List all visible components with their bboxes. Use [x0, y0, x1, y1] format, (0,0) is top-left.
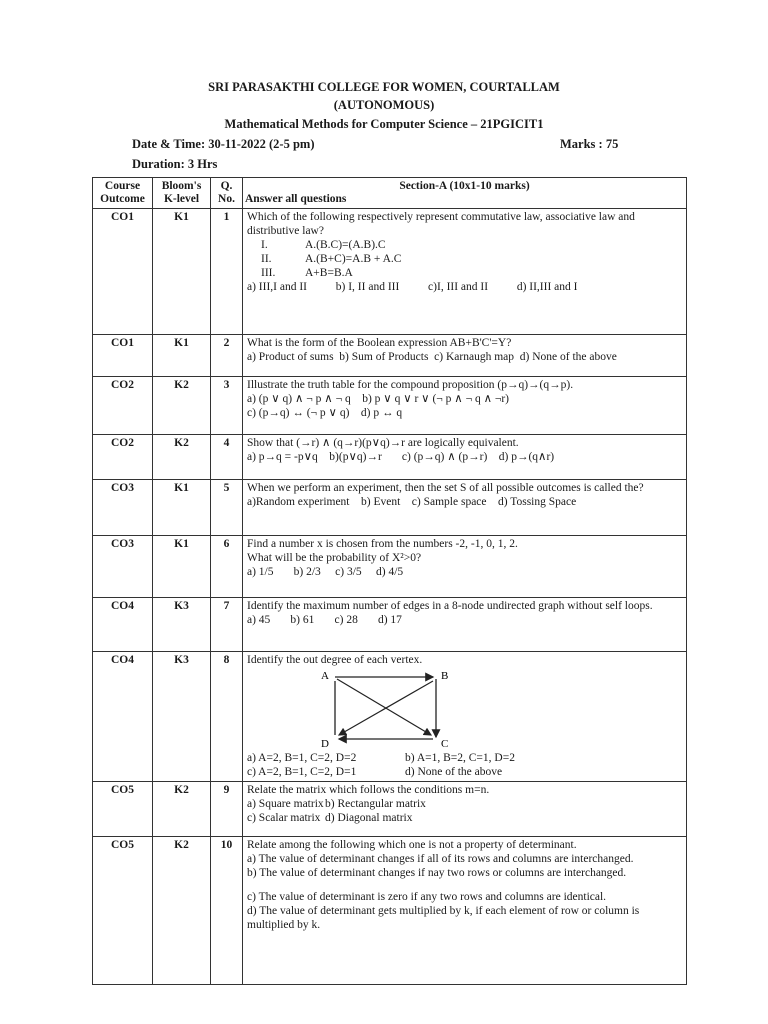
- question-row: [93, 782, 687, 837]
- vertex-label-a: A: [321, 670, 329, 682]
- vertex-label-b: B: [441, 670, 449, 682]
- question-number: 8: [211, 652, 243, 782]
- question-table: [92, 177, 687, 985]
- question-text: Relate the matrix which follows the conditions m=n.: [247, 784, 490, 796]
- k-level: K1: [153, 536, 211, 598]
- question-body: [243, 837, 687, 985]
- directed-graph: [317, 669, 457, 749]
- vertex-label-d: D: [321, 738, 329, 749]
- question-number: 4: [211, 435, 243, 480]
- answer-options: a)Random experiment b) Event c) Sample space d) Tossing Space: [247, 496, 577, 508]
- vertex-label-c: C: [441, 738, 449, 749]
- course-outcome: CO5: [93, 837, 153, 985]
- question-body: [243, 598, 687, 652]
- question-text: When we perform an experiment, then the set S of all possible outcomes is called the?: [247, 482, 644, 494]
- question-row: [93, 837, 687, 985]
- question-body: [243, 209, 687, 335]
- option: d) Diagonal matrix: [325, 812, 413, 824]
- question-row: [93, 209, 687, 335]
- answer-options: a) p→q = -p∨q b)(p∨q)→r c) (p→q) ∧ (p→r) d) p→(q∧r): [247, 451, 555, 463]
- question-text: Which of the following respectively represent commutative law, associative law and distributive law?: [247, 211, 635, 237]
- question-text: Relate among the following which one is not a property of determinant.: [247, 839, 577, 851]
- course-outcome: CO2: [93, 377, 153, 435]
- k-level: K3: [153, 652, 211, 782]
- college-name: SRI PARASAKTHI COLLEGE FOR WOMEN, COURTALLAM: [208, 80, 560, 94]
- answer-options: [247, 797, 682, 825]
- k-level: K1: [153, 480, 211, 536]
- course-outcome: CO4: [93, 652, 153, 782]
- edge-a-c: [337, 679, 431, 735]
- k-level: K2: [153, 377, 211, 435]
- question-text: Show that (→r) ∧ (q→r)(p∨q)→r are logically equivalent.: [247, 437, 519, 449]
- answer-options: a) III,I and II b) I, II and III c)I, III and II d) II,III and I: [247, 281, 578, 293]
- option: b) Rectangular matrix: [325, 798, 426, 810]
- k-level: K2: [153, 782, 211, 837]
- k-level: K2: [153, 837, 211, 985]
- course-title: Mathematical Methods for Computer Science – 21PGICIT1: [224, 117, 544, 131]
- option: d) The value of determinant gets multiplied by k, if each element of row or column is multiplied by k.: [247, 905, 640, 931]
- question-row: [93, 335, 687, 377]
- question-body: [243, 435, 687, 480]
- k-level: K1: [153, 209, 211, 335]
- course-outcome: CO2: [93, 435, 153, 480]
- option: b) The value of determinant changes if nay two rows or columns are interchanged.: [247, 867, 627, 879]
- question-number: 1: [211, 209, 243, 335]
- k-level: K1: [153, 335, 211, 377]
- col-blooms-level: Bloom's K-level: [153, 178, 211, 209]
- statement-list: [261, 238, 682, 280]
- course-outcome: CO4: [93, 598, 153, 652]
- option: d) None of the above: [405, 766, 503, 778]
- col-course-outcome: Course Outcome: [93, 178, 153, 209]
- question-text: Illustrate the truth table for the compound proposition (p→q)→(q→p).: [247, 379, 574, 391]
- question-row: [93, 652, 687, 782]
- total-marks: Marks : 75: [560, 137, 619, 151]
- statement: III. A+B=B.A: [261, 267, 353, 279]
- answer-options: a) 45 b) 61 c) 28 d) 17: [247, 614, 402, 626]
- question-row: [93, 435, 687, 480]
- course-outcome: CO3: [93, 480, 153, 536]
- statement: I. A.(B.C)=(A.B).C: [261, 239, 386, 251]
- question-text: Identify the out degree of each vertex.: [247, 654, 423, 666]
- date-time: Date & Time: 30-11-2022 (2-5 pm): [132, 137, 315, 151]
- col-question-no: Q. No.: [211, 178, 243, 209]
- question-body: [243, 782, 687, 837]
- k-level: K3: [153, 598, 211, 652]
- duration: Duration: 3 Hrs: [132, 157, 218, 171]
- question-body: [243, 480, 687, 536]
- question-body: [243, 377, 687, 435]
- answer-options: a) Product of sums b) Sum of Products c) Karnaugh map d) None of the above: [247, 351, 617, 363]
- autonomous-label: (AUTONOMOUS): [333, 98, 435, 112]
- question-row: [93, 598, 687, 652]
- answer-options: a) 1/5 b) 2/3 c) 3/5 d) 4/5: [247, 566, 404, 578]
- question-number: 10: [211, 837, 243, 985]
- question-number: 6: [211, 536, 243, 598]
- question-body: [243, 536, 687, 598]
- question-number: 2: [211, 335, 243, 377]
- question-text: Find a number x is chosen from the numbers -2, -1, 0, 1, 2. What will be the probability of X²>0?: [247, 538, 518, 564]
- course-outcome: CO1: [93, 335, 153, 377]
- k-level: K2: [153, 435, 211, 480]
- course-outcome: CO5: [93, 782, 153, 837]
- option: c) The value of determinant is zero if any two rows and columns are identical.: [247, 891, 607, 903]
- course-outcome: CO1: [93, 209, 153, 335]
- question-row: [93, 480, 687, 536]
- answer-options: a) (p ∨ q) ∧ ¬ p ∧ ¬ q b) p ∨ q ∨ r ∨ (¬ p ∧ ¬ q ∧ ¬r) c) (p→q) ↔ (¬ p ∨ q) d) p ↔ q: [247, 393, 510, 419]
- option: b) A=1, B=2, C=1, D=2: [405, 752, 515, 764]
- option: a) A=2, B=1, C=2, D=2: [247, 752, 357, 764]
- option: c) Scalar matrix: [247, 812, 321, 824]
- section-header: [243, 178, 687, 209]
- question-text: What is the form of the Boolean expression AB+B'C'=Y?: [247, 337, 512, 349]
- answer-options: [247, 751, 682, 779]
- instruction: Answer all questions: [245, 193, 347, 205]
- question-row: [93, 536, 687, 598]
- question-number: 3: [211, 377, 243, 435]
- statement: II. A.(B+C)=A.B + A.C: [261, 253, 402, 265]
- question-body: [243, 335, 687, 377]
- table-header-row: [93, 178, 687, 209]
- question-row: [93, 377, 687, 435]
- question-body: [243, 652, 687, 782]
- option: c) A=2, B=1, C=2, D=1: [247, 766, 357, 778]
- course-outcome: CO3: [93, 536, 153, 598]
- question-number: 5: [211, 480, 243, 536]
- section-title: Section-A (10x1-10 marks): [399, 180, 530, 192]
- question-number: 9: [211, 782, 243, 837]
- option: a) The value of determinant changes if all of its rows and columns are interchanged.: [247, 853, 634, 865]
- question-number: 7: [211, 598, 243, 652]
- option: a) Square matrix: [247, 798, 324, 810]
- question-text: Identify the maximum number of edges in a 8-node undirected graph without self loops.: [247, 600, 653, 612]
